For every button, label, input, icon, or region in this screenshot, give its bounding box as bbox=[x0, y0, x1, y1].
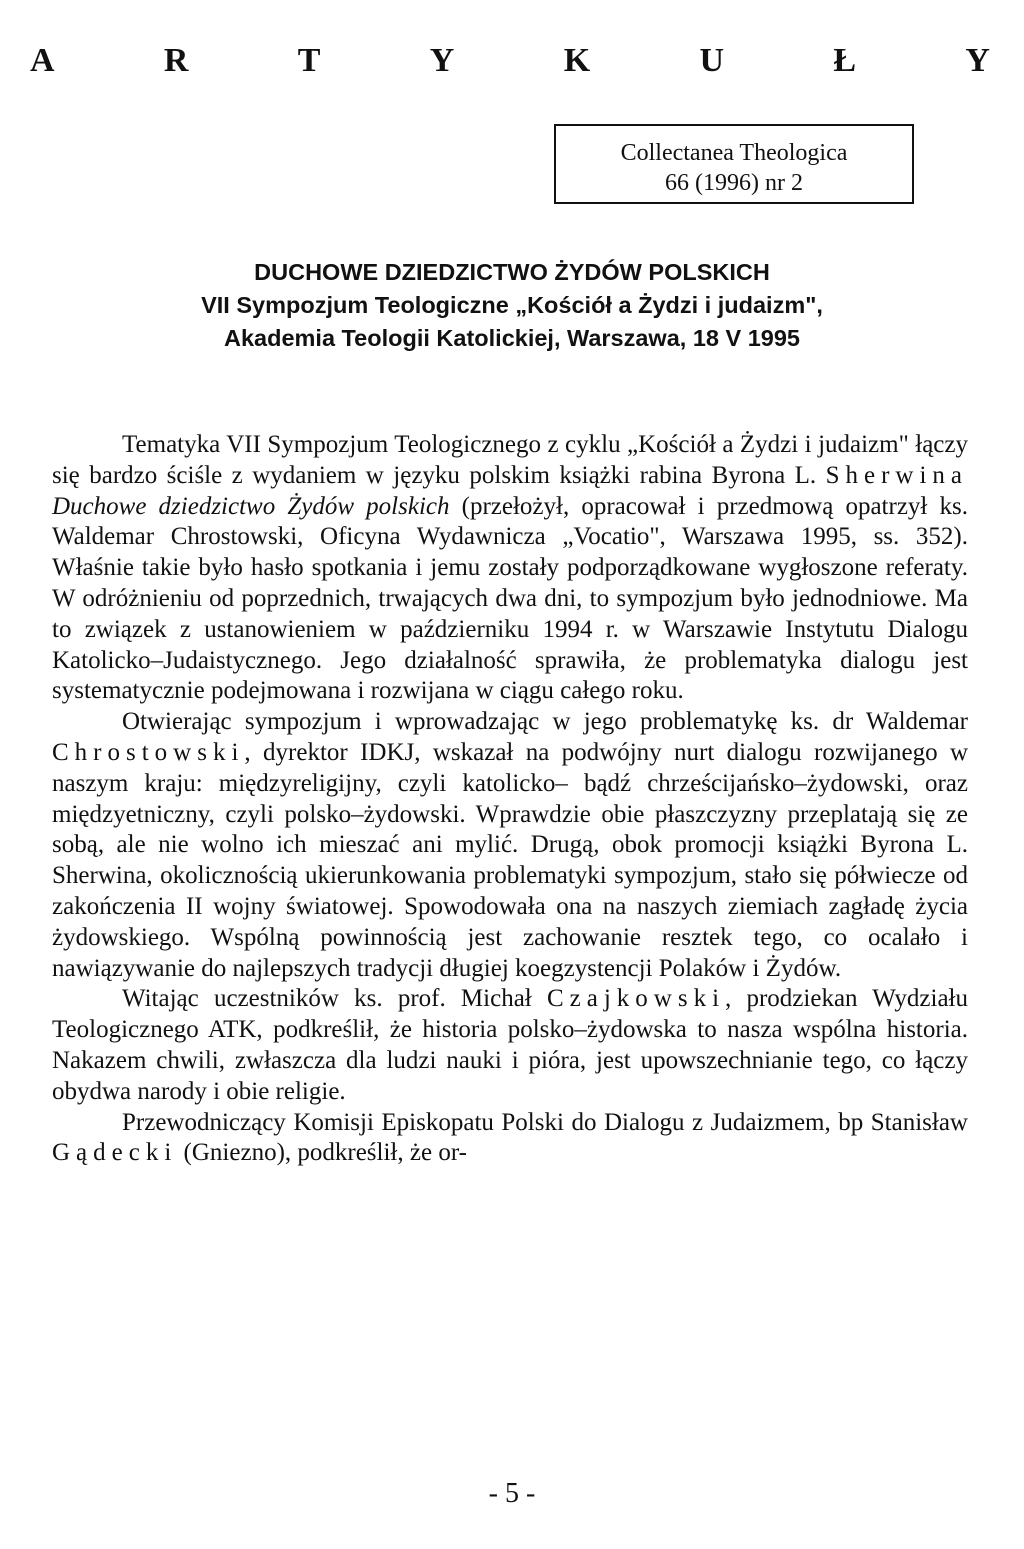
title-line-3: Akademia Teologii Katolickiej, Warszawa, 18 V 1995 bbox=[224, 325, 800, 351]
title-line-1: DUCHOWE DZIEDZICTWO ŻYDÓW POLSKICH bbox=[254, 259, 770, 285]
section-letter: T bbox=[297, 42, 321, 79]
page-number: - 5 - bbox=[488, 1478, 536, 1509]
section-letter: Ł bbox=[833, 42, 857, 79]
paragraph-3: Witając uczestników ks. prof. Michał Czajkowski, prodziekan Wydziału Teologicznego ATK, podkreślił, że historia polsko–żydowska to nasza wspólna historia. Nakazem chwili, zwłaszcza dla ludzi nauki i pióra, jest upowszechnianie tego, co łączy obydwa narody i obie religie. bbox=[52, 985, 968, 1105]
journal-name: Collectanea Theologica bbox=[620, 140, 848, 166]
article-body bbox=[52, 430, 968, 1169]
section-letter: U bbox=[699, 42, 725, 79]
title-line-2: VII Sympozjum Teologiczne „Kościół a Żydzi i judaizm", bbox=[201, 292, 823, 318]
person-name: Czajkowski bbox=[546, 985, 726, 1013]
person-name: Gądecki bbox=[52, 1139, 178, 1167]
section-letter: A bbox=[30, 42, 55, 79]
paragraph-4: Przewodniczący Komisji Episkopatu Polski do Dialogu z Judaizmem, bp Stanisław Gądecki (Gniezno), podkreślił, że or- bbox=[52, 1108, 968, 1167]
paragraph-1: Tematyka VII Sympozjum Teologicznego z cyklu „Kościół a Żydzi i judaizm" łączy się bardzo ściśle z wydaniem w języku polskim książki rabina Byrona L. Sherwina Duchowe dziedzictwo Żydów polskich (przełożył, opracował i przedmową opatrzył ks. Waldemar Chrostowski, Oficyna Wydawnicza „Vocatio", Warszawa 1995, ss. 352). Właśnie takie było hasło spotkania i jemu zostały podporządkowane wygłoszone referaty. W odróżnieniu od poprzednich, trwających dwa dni, to sympozjum było jednodniowe. Ma to związek z ustanowieniem w październiku 1994 r. w Warszawie Instytutu Dialogu Katolicko–Judaistycznego. Jego działalność sprawiła, że problematyka dialogu jest systematycznie podejmowana i rozwijana w ciągu całego roku. bbox=[52, 431, 968, 705]
section-letter: K bbox=[563, 42, 591, 79]
author-name: Sherwina bbox=[825, 461, 968, 489]
section-letter: Y bbox=[965, 42, 990, 79]
section-letter: R bbox=[163, 42, 189, 79]
journal-issue: 66 (1996) nr 2 bbox=[665, 170, 803, 196]
person-name: Chrostowski bbox=[52, 738, 245, 766]
article-title bbox=[40, 256, 984, 355]
journal-box bbox=[554, 124, 914, 204]
book-title: Duchowe dziedzictwo Żydów polskich bbox=[52, 492, 450, 520]
section-letter: Y bbox=[429, 42, 455, 79]
section-header bbox=[30, 42, 990, 80]
paragraph-2: Otwierając sympozjum i wprowadzając w jego problematykę ks. dr Waldemar Chrostowski, dyrektor IDKJ, wskazał na podwójny nurt dialogu rozwijanego w naszym kraju: międzyreligijny, czyli katolicko– bądź chrześcijańsko–żydowski, oraz międzyetniczny, czyli polsko–żydowski. Wprawdzie obie płaszczyzny przeplatają się ze sobą, ale nie wolno ich mieszać ani mylić. Drugą, obok promocji książki Byrona L. Sherwina, okolicznością ukierunkowania problematyki sympozjum, stało się półwiecze od zakończenia II wojny światowej. Spowodowała ona na naszych ziemiach zagładę życia żydowskiego. Wspólną powinnością jest zachowanie resztek tego, co ocalało i nawiązywanie do najlepszych tradycji długiej koegzystencji Polaków i Żydów. bbox=[52, 708, 968, 982]
